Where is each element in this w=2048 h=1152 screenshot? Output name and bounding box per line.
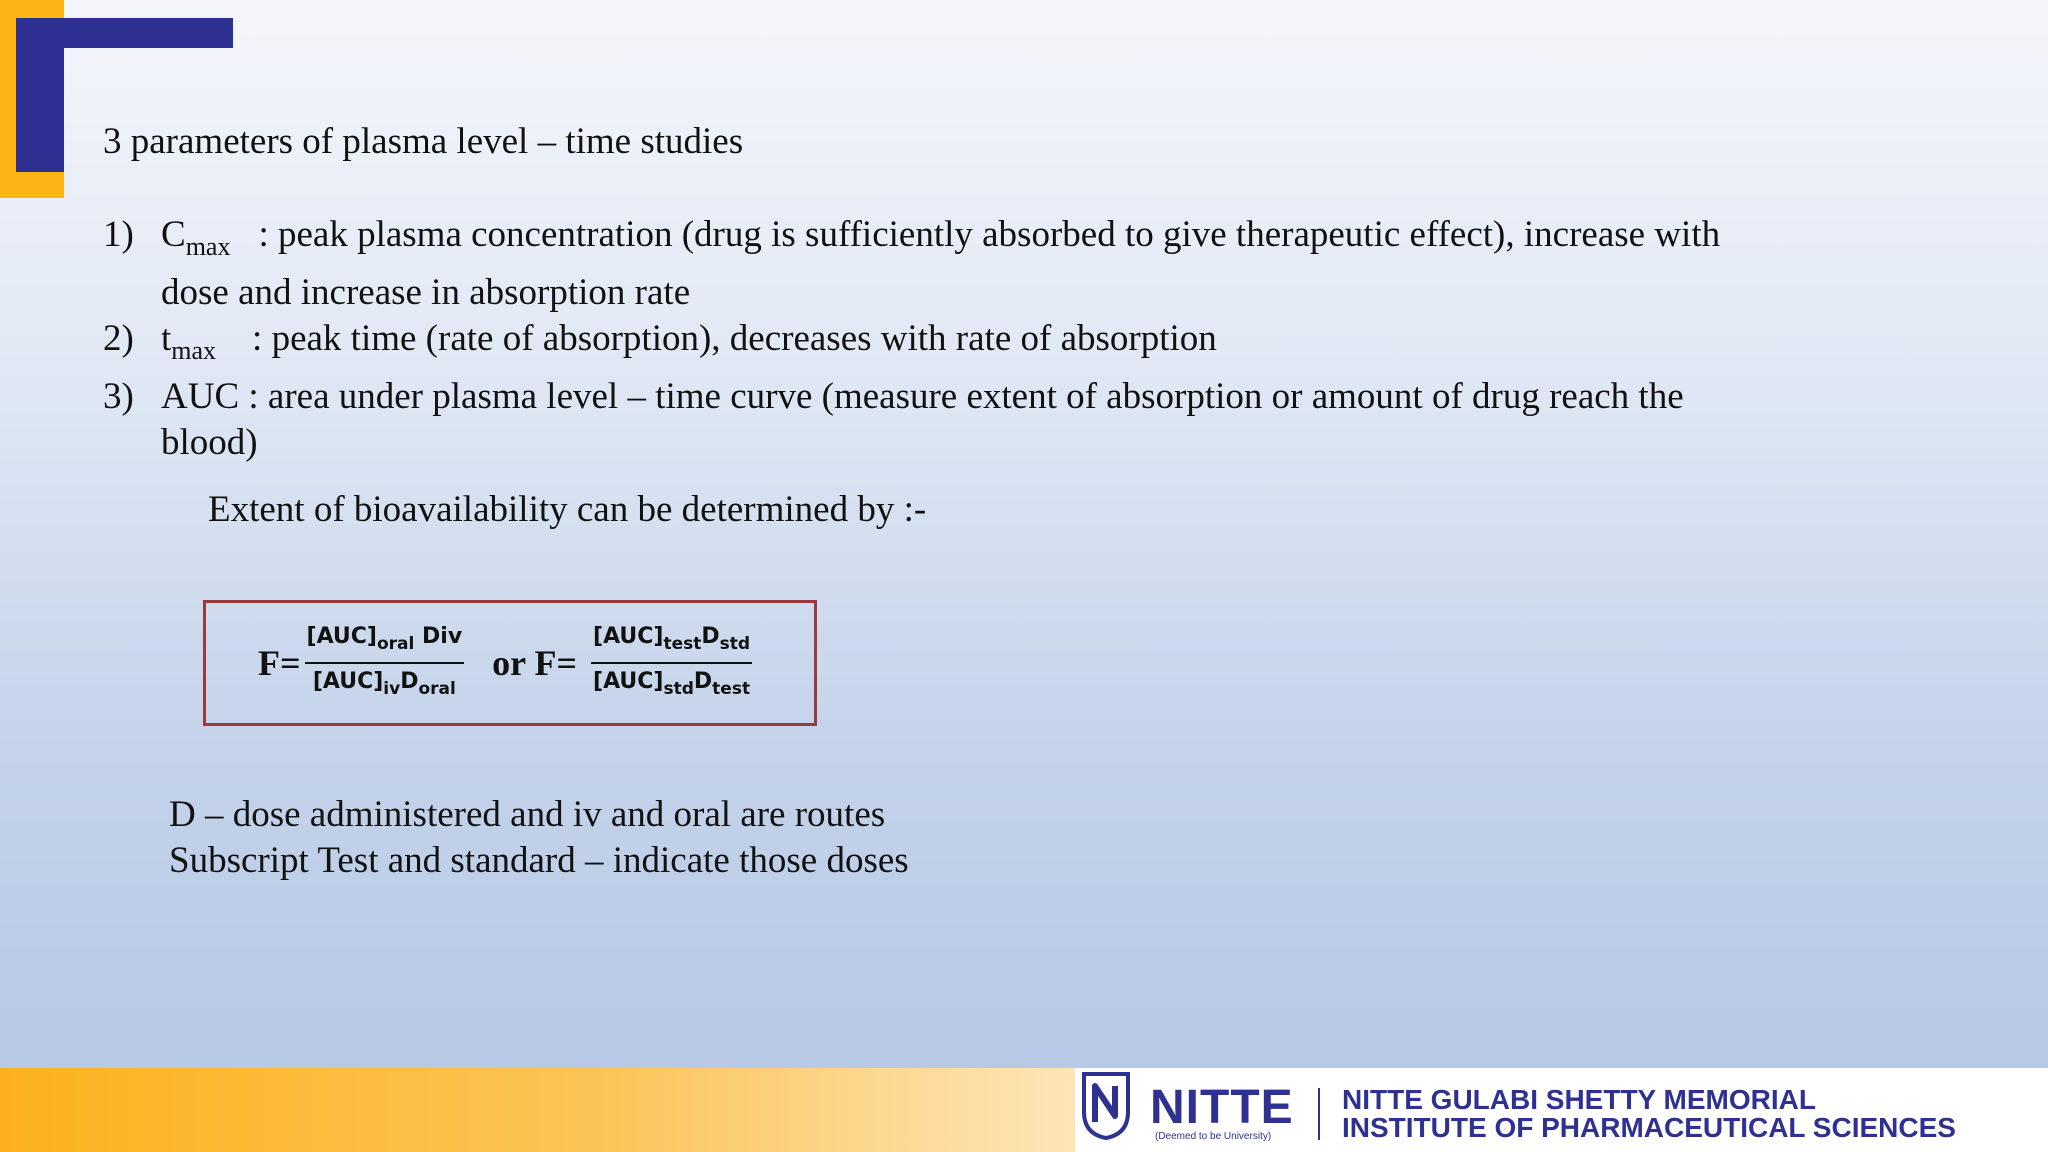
list-number: 3): [103, 376, 134, 417]
formula-lhs: F=: [258, 643, 301, 683]
brand-name: NITTE: [1150, 1081, 1294, 1134]
subscript: test: [712, 679, 751, 699]
tmax-description: : peak time (rate of absorption), decreases with rate of absorption: [252, 318, 1217, 359]
subscript: std: [719, 634, 751, 654]
notes-block: [169, 792, 909, 884]
fraction-numerator: [305, 623, 465, 664]
fraction-numerator: [591, 623, 752, 664]
fraction-denominator: [311, 664, 458, 703]
list-item-cmax: [103, 212, 1803, 316]
list-number: 2): [103, 318, 134, 359]
subscript: std: [663, 679, 694, 699]
fraction-oral-iv: [305, 623, 465, 703]
auc-description: : area under plasma level – time curve (measure extent of absorption or amount of drug reach the: [239, 376, 1684, 417]
fraction-denominator: [591, 664, 752, 703]
institute-name-line2: INSTITUTE OF PHARMACEUTICAL SCIENCES: [1342, 1112, 1956, 1143]
fraction-test-std: [591, 623, 752, 703]
note-line: D – dose administered and iv and oral are routes: [169, 794, 886, 835]
list-item-tmax: [103, 316, 1803, 374]
institute-name-line1: NITTE GULABI SHETTY MEMORIAL: [1342, 1084, 1816, 1115]
note-line: Subscript Test and standard – indicate those doses: [169, 840, 909, 881]
auc-bracket: [AUC]: [593, 624, 664, 649]
subscript: test: [663, 634, 702, 654]
footer-divider: [1318, 1088, 1320, 1140]
cmax-symbol: C: [161, 214, 186, 255]
extent-text: Extent of bioavailability can be determined by :-: [208, 489, 927, 530]
cmax-subscript: max: [185, 232, 231, 261]
auc-description-continued: blood): [161, 422, 258, 463]
list-item-auc: [103, 374, 1803, 466]
auc-symbol: AUC: [161, 376, 240, 417]
auc-bracket: [AUC]: [593, 669, 664, 694]
tmax-subscript: max: [171, 336, 217, 365]
corner-decoration-blue-horizontal: [16, 18, 233, 48]
tmax-symbol: t: [161, 318, 172, 359]
cmax-description: : peak plasma concentration (drug is sufficiently absorbed to give therapeutic effect), increase with: [258, 214, 1721, 255]
subscript: oral: [376, 634, 415, 654]
subscript: iv: [383, 679, 401, 699]
parameter-list: [103, 212, 1803, 466]
auc-bracket: [AUC]: [312, 669, 384, 694]
subscript: oral: [418, 679, 456, 699]
dose-term: D: [701, 624, 720, 649]
dose-term: D: [400, 669, 419, 694]
formula-box: [203, 600, 817, 726]
nitte-logo-icon: [1082, 1072, 1130, 1140]
list-number: 1): [103, 214, 134, 255]
bioavailability-formula: [206, 603, 814, 723]
dose-term: Div: [414, 624, 463, 649]
formula-or: or F=: [492, 643, 578, 683]
auc-bracket: [AUC]: [306, 624, 377, 649]
deemed-university-text: (Deemed to be University): [1155, 1131, 1272, 1142]
cmax-description-continued: dose and increase in absorption rate: [161, 272, 691, 313]
dose-term: D: [693, 669, 713, 694]
institute-name: [1342, 1086, 1956, 1142]
slide-heading: 3 parameters of plasma level – time studies: [103, 121, 744, 162]
